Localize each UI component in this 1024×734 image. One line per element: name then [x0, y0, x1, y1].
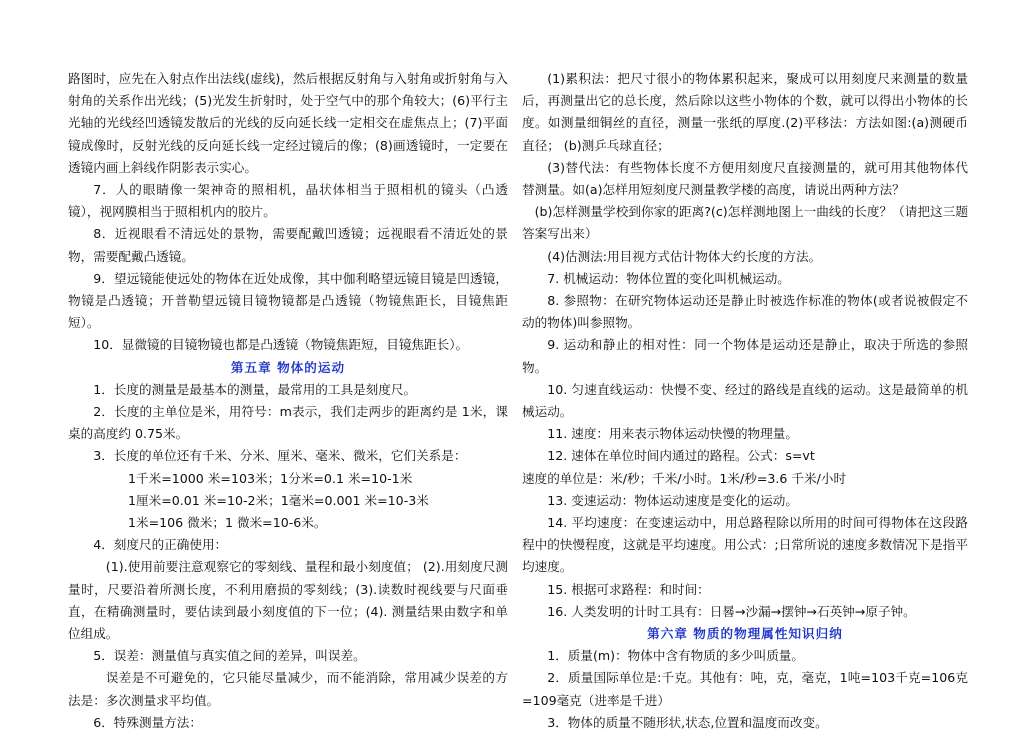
paragraph: (1)累积法：把尺寸很小的物体累积起来，聚成可以用刻度尺来测量的数量后，再测量出它的总长度，然后除以这些小物体的个数，就可以得出小物体的长度。如测量细铜丝的直径，测量一张纸的厚度.(2)平移法：方法如图:(a)测硬币直径； (b)测乒乓球直径； — [522, 71, 968, 153]
paragraph: 2．质量国际单位是:千克。其他有：吨，克，毫克，1吨=103千克=106克=109毫克（进率是千进） — [522, 670, 968, 708]
chapter-heading: 第六章 物质的物理属性知识归纳 — [647, 626, 843, 642]
chapter-heading: 第五章 物体的运动 — [230, 359, 346, 375]
paragraph: 13. 变速运动：物体运动速度是变化的运动。 — [547, 492, 798, 508]
paragraph: 7．人的眼睛像一架神奇的照相机，晶状体相当于照相机的镜头（凸透镜），视网膜相当于照相机内的胶片。 — [68, 182, 508, 220]
unit-relation-line: 1厘米=0.01 米=10-2米；1毫米=0.001 米=10-3米 — [128, 492, 429, 508]
right-column — [522, 68, 968, 734]
paragraph: 14. 平均速度：在变速运动中，用总路程除以所用的时间可得物体在这段路程中的快慢程度，这就是平均速度。用公式：;日常所说的速度多数情况下是指平均速度。 — [522, 515, 968, 575]
paragraph: 速度的单位是：米/秒；千米/小时。1米/秒=3.6 千米/小时 — [522, 470, 847, 486]
paragraph: 3．物体的质量不随形状,状态,位置和温度而改变。 — [547, 714, 828, 730]
paragraph: 9. 运动和静止的相对性：同一个物体是运动还是静止，取决于所选的参照物。 — [522, 337, 968, 375]
paragraph: (1).使用前要注意观察它的零刻线、量程和最小刻度值； (2).用刻度尺测量时，尺要沿着所测长度，不利用磨损的零刻线；(3).读数时视线要与尺面垂直，在精确测量时，要估读到最小刻度值的下一位；(4). 测量结果由数字和单位组成。 — [68, 559, 508, 642]
paragraph: 12. 速体在单位时间内通过的路程。公式：s=vt — [547, 448, 815, 464]
paragraph: 8. 参照物：在研究物体运动还是静止时被选作标准的物体(或者说被假定不动的物体)叫参照物。 — [522, 293, 968, 331]
paragraph: 11. 速度：用来表示物体运动快慢的物理量。 — [547, 426, 798, 442]
paragraph: 5．误差：测量值与真实值之间的差异，叫误差。 — [93, 648, 366, 664]
paragraph: 2．长度的主单位是米，用符号：m表示，我们走两步的距离约是 1米，课桌的高度约 0.75米。 — [68, 404, 508, 442]
paragraph: 4．刻度尺的正确使用： — [93, 537, 228, 553]
paragraph: (b)怎样测量学校到你家的距离?(c)怎样测地图上一曲线的长度？（请把这三题答案写出来） — [522, 204, 968, 242]
paragraph: 6．特殊测量方法： — [93, 714, 202, 730]
paragraph: 10. 匀速直线运动：快慢不变、经过的路线是直线的运动。这是最简单的机械运动。 — [522, 381, 968, 420]
paragraph: (4)估测法:用目视方式估计物体大约长度的方法。 — [547, 248, 822, 264]
paragraph: 10．显微镜的目镜物镜也都是凸透镜（物镜焦距短，目镜焦距长）。 — [93, 337, 469, 353]
paragraph: (3)替代法：有些物体长度不方便用刻度尺直接测量的，就可用其他物体代替测量。如(a)怎样用短刻度尺测量教学楼的高度，请说出两种方法？ — [522, 159, 968, 198]
paragraph: 7. 机械运动：物体位置的变化叫机械运动。 — [547, 270, 790, 286]
unit-relation-line: 1千米=1000 米=103米；1分米=0.1 米=10-1米 — [128, 470, 413, 486]
unit-relation-line: 1米=106 微米；1 微米=10-6米。 — [128, 515, 327, 531]
paragraph: 误差是不可避免的，它只能尽量减少，而不能消除，常用减少误差的方法是：多次测量求平均值。 — [68, 670, 508, 708]
paragraph: 路图时，应先在入射点作出法线(虚线)，然后根据反射角与入射角或折射角与入射角的关系作出光线；(5)光发生折射时，处于空气中的那个角较大；(6)平行主光轴的光线经凹透镜发散后的光线的反向延长线一定相交在虚焦点上；(7)平面镜成像时，反射光线的反向延长线一定经过镜后的像；(8)画透镜时，一定要在透镜内画上斜线作阴影表示实心。 — [68, 71, 508, 175]
paragraph: 9．望远镜能使远处的物体在近处成像，其中伽利略望远镜目镜是凹透镜，物镜是凸透镜；开普勒望远镜目镜物镜都是凸透镜（物镜焦距长，目镜焦距短）。 — [68, 270, 508, 331]
paragraph: 1．质量(m)：物体中含有物质的多少叫质量。 — [547, 648, 804, 664]
paragraph: 1．长度的测量是最基本的测量，最常用的工具是刻度尺。 — [93, 381, 417, 397]
left-column — [68, 68, 508, 734]
paragraph: 3．长度的单位还有千米、分米、厘米、毫米、微米，它们关系是： — [93, 448, 467, 464]
paragraph: 16. 人类发明的计时工具有：日晷→沙漏→摆钟→石英钟→原子钟。 — [547, 603, 916, 619]
paragraph: 15. 根据可求路程：和时间： — [547, 581, 710, 597]
paragraph: 8．近视眼看不清远处的景物，需要配戴凹透镜；远视眼看不清近处的景物，需要配戴凸透镜。 — [68, 226, 508, 264]
